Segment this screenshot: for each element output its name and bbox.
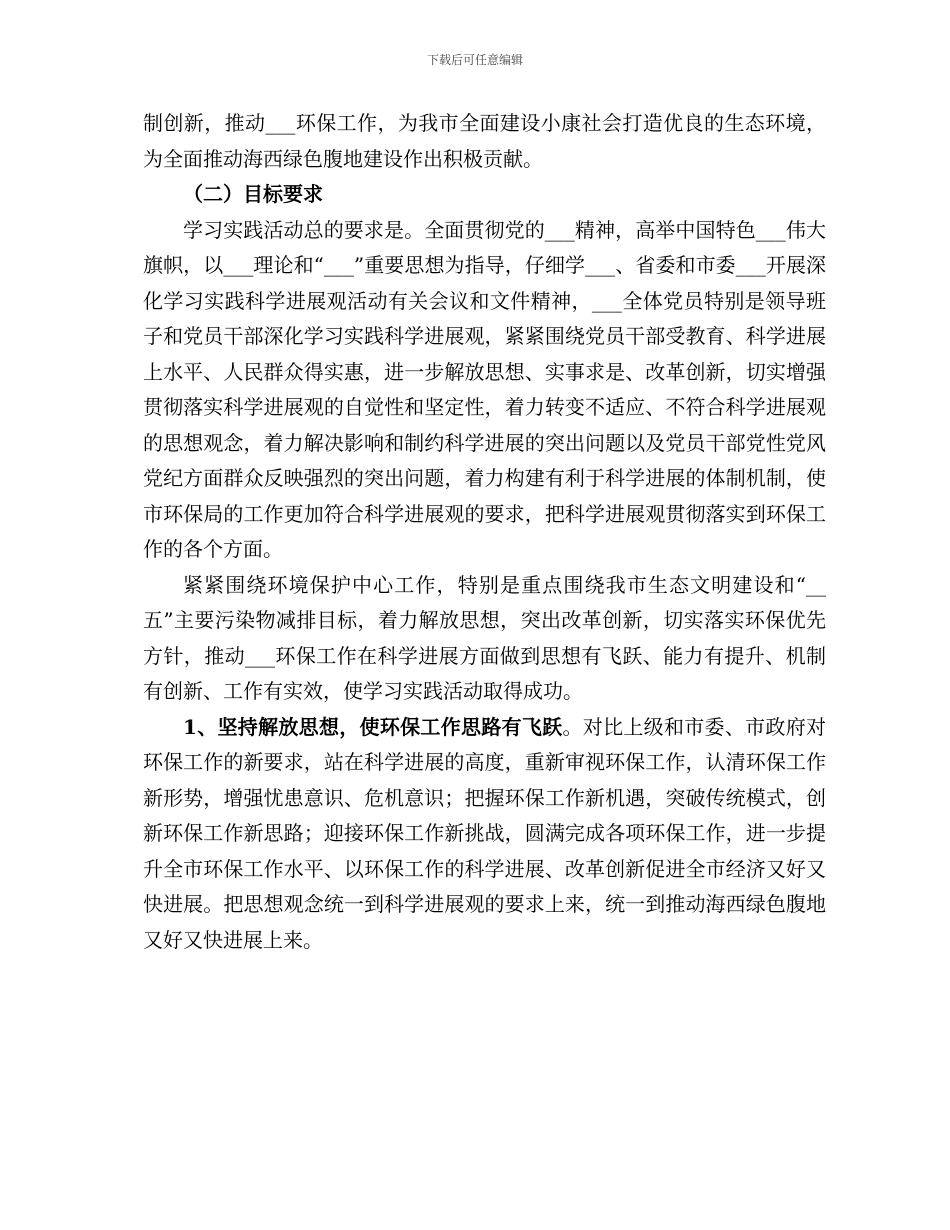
point-1-lead: 1、坚持解放思想，使环保工作思路有飞跃 [183, 714, 563, 739]
section-heading-goals: （二）目标要求 [183, 182, 323, 206]
paragraph-overall-requirements: 学习实践活动总的要求是。全面贯彻党的___精神，高举中国特色___伟大旗帜，以___理论和“___”重要思想为指导，仔细学___、省委和市委___开展深化学习实践科学进展观活动有关会议和文件精神，___全体党员特别是领导班子和党员干部深化学习实践科学进展观，紧紧围绕党员干部受教育、科学进展上水平、人民群众得实惠，进一步解放思想、实事求是、改革创新，切实增强贯彻落实科学进展观的自觉性和坚定性，着力转变不适应、不符合科学进展观的思想观念，着力解决影响和制约科学进展的突出问题以及党员干部党性党风党纪方面群众反映强烈的突出问题，着力构建有利于科学进展的体制机制，使市环保局的工作更加符合科学进展观的要求，把科学进展观贯彻落实到环保工作的各个方面。 [143, 217, 826, 561]
page-header: 下载后可任意编辑 [426, 53, 523, 67]
point-1-text: 。对比上级和市委、市政府对环保工作的新要求，站在科学进展的高度，重新审视环保工作，认清环保工作新形势，增强忧患意识、危机意识；把握环保工作新机遇，突破传统模式，创新环保工作新思路；迎接环保工作新挑战，圆满完成各项环保工作，进一步提升全市环保工作水平、以环保工作的科学进展、改革创新促进全市经济又好又快进展。把思想观念统一到科学进展观的要求上来，统一到推动海西绿色腹地又好又快进展上来。 [143, 714, 826, 952]
paragraph-point-1 [143, 710, 826, 959]
paragraph-continuation: 制创新，推动___环保工作，为我市全面建设小康社会打造优良的生态环境，为全面推动海西绿色腹地建设作出积极贡献。 [143, 111, 826, 171]
paragraph-focus-work: 紧紧围绕环境保护中心工作，特别是重点围绕我市生态文明建设和“__五”主要污染物减排目标，着力解放思想，突出改革创新，切实落实环保优先方针，推动___环保工作在科学进展方面做到思想有飞跃、能力有提升、机制有创新、工作有实效，使学习实践活动取得成功。 [143, 572, 826, 703]
document-body [143, 106, 826, 958]
